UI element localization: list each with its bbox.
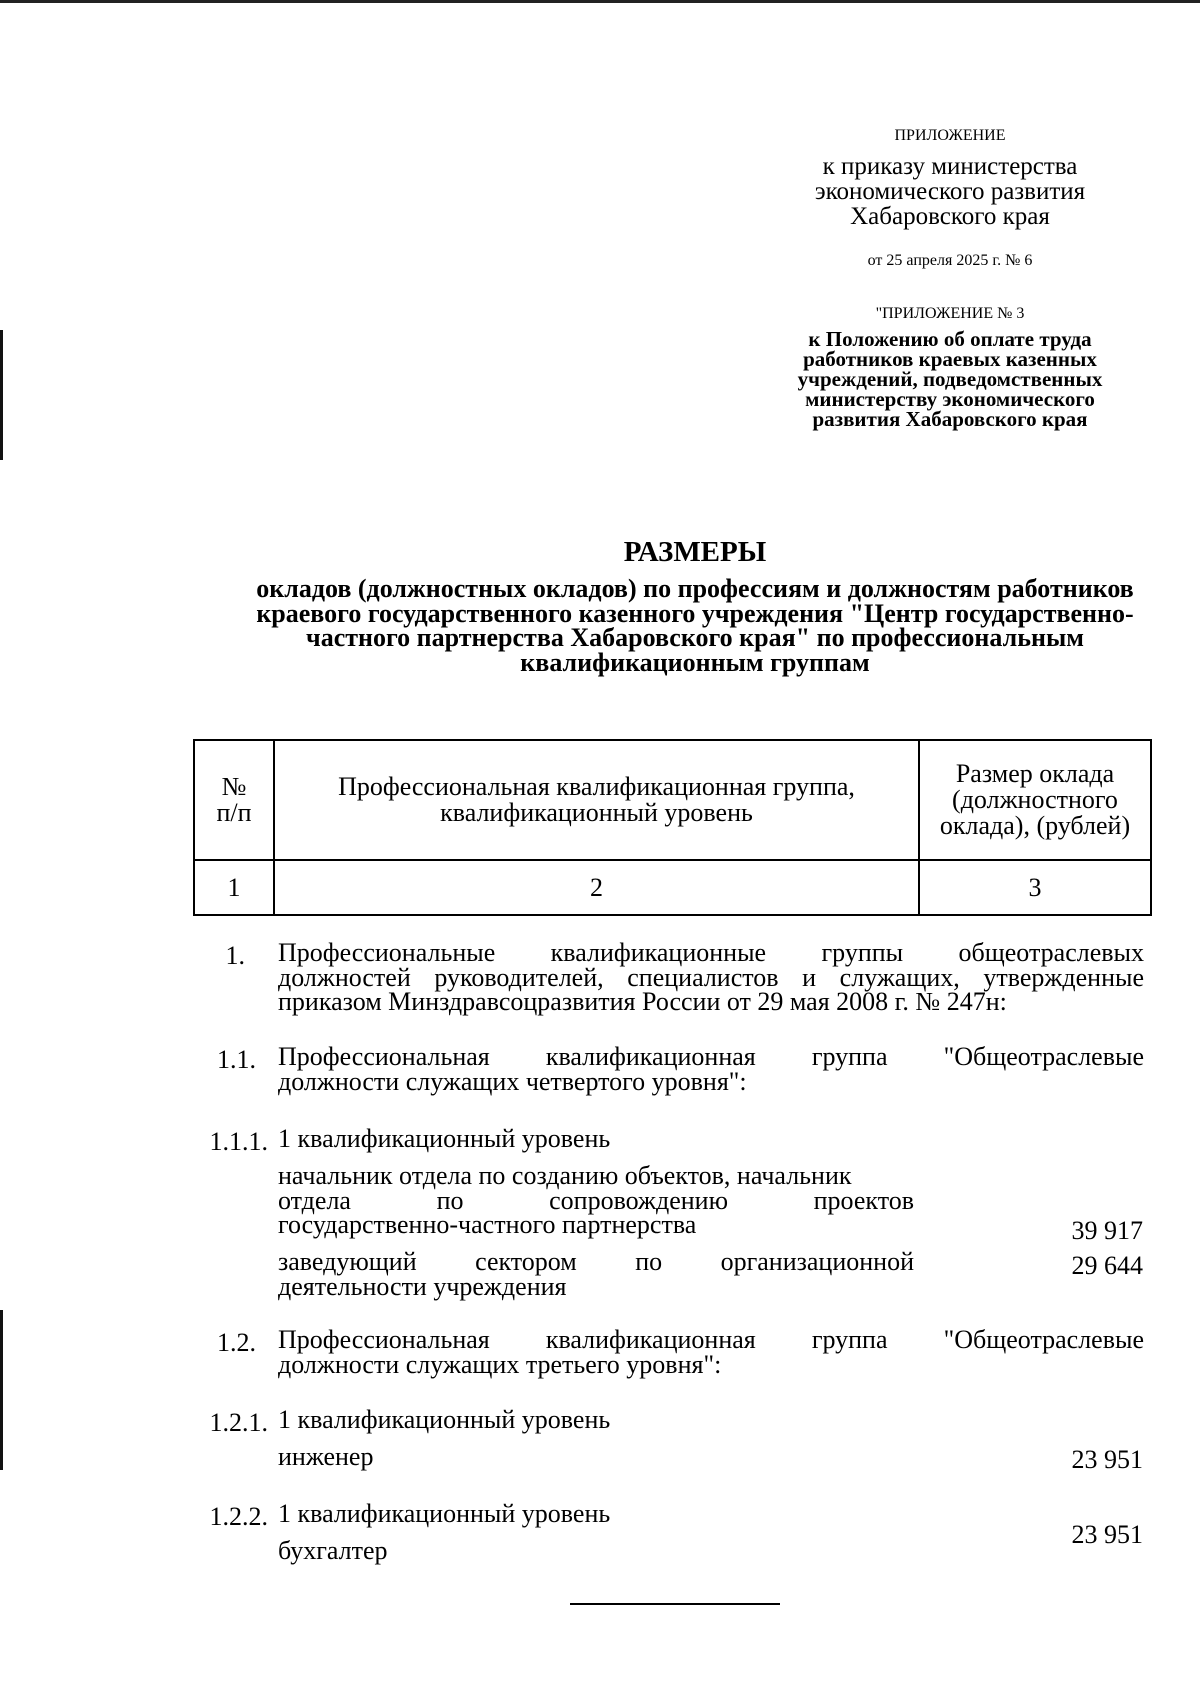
level-label: 1 квалификационный уровень (278, 1405, 611, 1434)
level-number: 1.1.1. (209, 1127, 268, 1156)
header-cell-number (194, 740, 274, 860)
column-number: 3 (919, 860, 1151, 915)
level-label: 1 квалификационный уровень (278, 1499, 611, 1528)
header-text: оклада), (рублей) (939, 811, 1131, 840)
appendix-sub-line: развития Хабаровского края (812, 406, 1088, 431)
section-number: 1. (225, 941, 245, 970)
title-sub-line: частного партнерства Хабаровского края" по профессиональным (306, 623, 1084, 653)
group-heading (278, 1042, 1144, 1096)
section-line: приказом Минздравсоцразвития России от 29 мая 2008 г. № 247н: (278, 987, 1007, 1017)
position-line: начальник отдела по созданию объектов, начальник (278, 1161, 852, 1190)
salary-value: 23 951 (1071, 1445, 1143, 1474)
header-text: № (221, 772, 247, 801)
group-number: 1.2. (217, 1328, 256, 1357)
appendix-sub-line: учреждений, подведомственных (797, 366, 1103, 391)
group-line: Профессиональная квалификационная группа "Общеотраслевые (278, 1325, 1144, 1354)
appendix-heading: ПРИЛОЖЕНИЕ (894, 127, 1006, 144)
salary-value: 29 644 (1071, 1251, 1143, 1280)
column-number: 1 (194, 860, 274, 915)
section-heading (278, 938, 1144, 1017)
title-sub-line: квалификационным группам (520, 648, 870, 678)
table-header-row (194, 740, 1151, 860)
position-line: отдела по сопровождению проектов (278, 1185, 914, 1215)
appendix-order-line: Хабаровского края (850, 203, 1050, 230)
scan-top-edge (0, 0, 1200, 3)
position-entry: инженер (278, 1442, 374, 1471)
appendix-order-line: экономического развития (814, 178, 1086, 205)
appendix-sub-line: министерству экономического (805, 386, 1095, 411)
group-heading (278, 1325, 1144, 1379)
group-number: 1.1. (217, 1045, 256, 1074)
title-sub-line: окладов (должностных окладов) по профессиям и должностям работников (256, 574, 1134, 603)
level-number: 1.2.2. (209, 1502, 268, 1531)
appendix-date-number: от 25 апреля 2025 г. № 6 (867, 252, 1033, 269)
salary-table-header (193, 739, 1152, 916)
scan-left-edge-mark (0, 1310, 3, 1470)
table-column-numbers-row (194, 860, 1151, 915)
group-line: должности служащих четвертого уровня": (278, 1066, 747, 1096)
header-cell-salary (919, 740, 1151, 860)
group-line: должности служащих третьего уровня": (278, 1349, 722, 1379)
section-line: должностей руководителей, специалистов и служащих, утвержденные (278, 962, 1144, 992)
position-entry (278, 1247, 914, 1301)
header-text: квалификационный уровень (440, 798, 753, 827)
level-number: 1.2.1. (209, 1408, 268, 1437)
appendix-sub-line: работников краевых казенных (803, 346, 1097, 371)
position-line: деятельности учреждения (278, 1271, 567, 1301)
column-number: 2 (274, 860, 919, 915)
document-title (190, 536, 1200, 676)
appendix-sub-heading: "ПРИЛОЖЕНИЕ № 3 (875, 305, 1025, 322)
scan-left-edge-mark (0, 330, 3, 460)
salary-value: 23 951 (1071, 1520, 1143, 1549)
level-label: 1 квалификационный уровень (278, 1124, 611, 1153)
section-line: Профессиональные квалификационные группы общеотраслевых (278, 938, 1144, 967)
header-text: (должностного (952, 785, 1118, 814)
header-text: Профессиональная квалификационная группа, (338, 772, 855, 801)
position-line: государственно-частного партнерства (278, 1210, 697, 1240)
appendix-order-reference (775, 154, 1125, 229)
salary-value: 39 917 (1071, 1216, 1143, 1245)
appendix-order-line: к приказу министерства (822, 153, 1078, 180)
title-main: РАЗМЕРЫ (623, 536, 767, 568)
position-line: заведующий сектором по организационной (278, 1247, 914, 1276)
position-entry: бухгалтер (278, 1536, 388, 1565)
end-separator (570, 1603, 780, 1605)
header-text: п/п (216, 798, 252, 827)
position-entry (278, 1161, 914, 1240)
appendix-sub-reference (775, 327, 1125, 431)
header-cell-group (274, 740, 919, 860)
group-line: Профессиональная квалификационная группа "Общеотраслевые (278, 1042, 1144, 1071)
header-text: Размер оклада (955, 759, 1115, 788)
title-sub-line: краевого государственного казенного учреждения "Центр государственно- (256, 598, 1134, 628)
appendix-sub-line: к Положению об оплате труда (808, 327, 1092, 351)
